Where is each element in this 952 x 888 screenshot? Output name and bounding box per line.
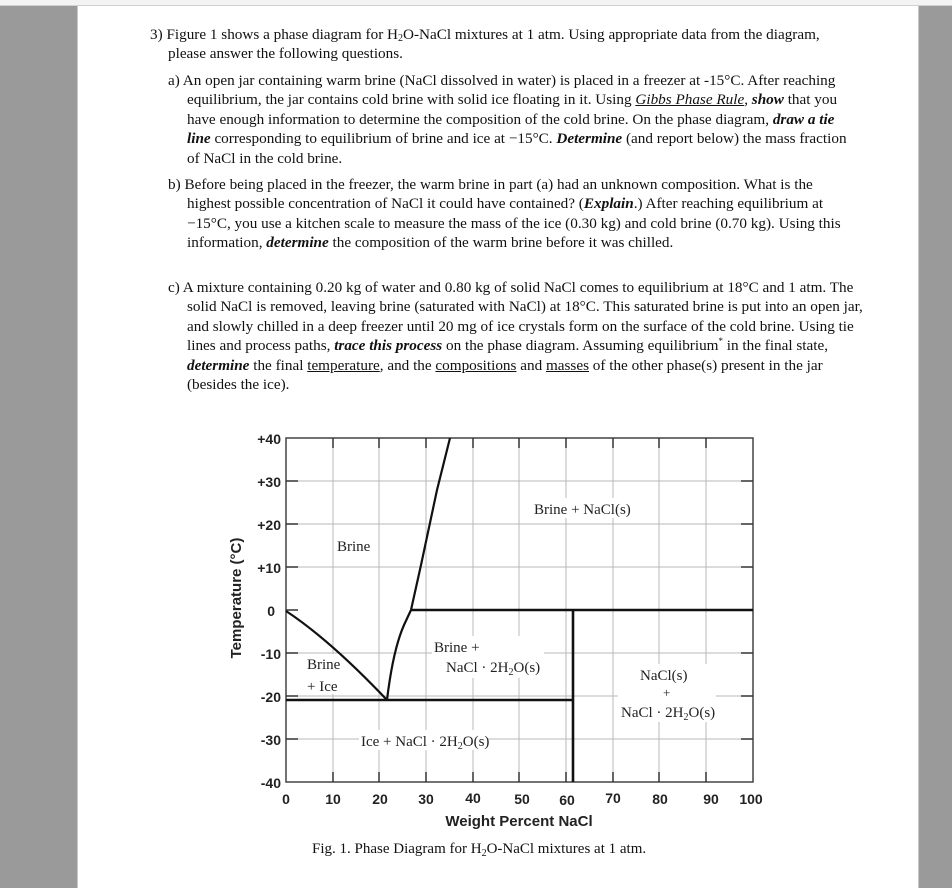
svg-text:+20: +20 bbox=[257, 517, 281, 533]
region-labels bbox=[307, 502, 715, 752]
svg-text:20: 20 bbox=[372, 791, 388, 807]
svg-text:-20: -20 bbox=[260, 689, 281, 705]
region-brine-nacl: Brine + NaCl(s) bbox=[534, 502, 631, 518]
part-label: c) bbox=[168, 279, 180, 296]
svg-text:70: 70 bbox=[605, 790, 621, 806]
svg-text:30: 30 bbox=[418, 791, 434, 807]
figure-caption: Fig. 1. Phase Diagram for $H_2O$-NaCl mixtures at 1 atm. bbox=[312, 841, 647, 859]
svg-text:60: 60 bbox=[559, 792, 575, 808]
svg-text:0: 0 bbox=[267, 603, 275, 619]
region-brine: Brine bbox=[337, 539, 371, 555]
question-3-intro: 3) Figure 1 shows a phase diagram for $H_2O$-NaCl mixtures at 1 atm. Using appropriate data from the diagram, please answer the following questions. bbox=[150, 26, 820, 63]
part-label: b) bbox=[168, 176, 181, 193]
svg-text:-30: -30 bbox=[260, 732, 281, 748]
part-label: a) bbox=[168, 72, 180, 89]
region-brine-dihydrate-l1: Brine + bbox=[434, 640, 480, 656]
gibbs-phase-rule-text: Gibbs Phase Rule bbox=[635, 91, 745, 109]
svg-text:-40: -40 bbox=[260, 775, 281, 791]
svg-text:50: 50 bbox=[514, 791, 530, 807]
question-number: 3) bbox=[150, 26, 163, 43]
dihydrate-solubility-curve bbox=[387, 610, 411, 700]
region-brine-ice-l1: Brine bbox=[307, 657, 341, 673]
y-axis-label: Temperature (°C) bbox=[228, 537, 245, 659]
region-brine-dihydrate-l2: NaCl · $2H_2O(s)$ bbox=[446, 660, 541, 678]
svg-text:+10: +10 bbox=[257, 560, 281, 576]
question-part-a: a) An open jar containing warm brine (NaCl dissolved in water) is placed in a freezer at -15°C. After reaching equilibrium, the jar contains cold brine with solid ice floating in it. Using Gibbs Phase Rule, show that you have enough information to determine the composition of the cold brine. On the phase diagram, draw a tie line corresponding to equilibrium of brine and ice at −15°C. Determine (and report below) the mass fraction of NaCl in the cold brine. bbox=[168, 72, 847, 167]
y-tick-labels bbox=[257, 431, 281, 791]
x-axis-label: Weight Percent NaCl bbox=[445, 813, 593, 830]
svg-text:90: 90 bbox=[703, 791, 719, 807]
question-part-b: b) Before being placed in the freezer, the warm brine in part (a) had an unknown composition. What is the highest possible concentration of NaCl it could have contained? (Explain.) After reaching equilibrium at −15°C, you use a kitchen scale to measure the mass of the ice (0.30 kg) and cold brine (0.70 kg). Using this information, determine the composition of the warm brine before it was chilled. bbox=[168, 176, 841, 252]
svg-text:40: 40 bbox=[465, 790, 481, 806]
region-ice-dihydrate: Ice + NaCl · $2H_2O(s)$ bbox=[361, 734, 490, 752]
x-tick-labels bbox=[282, 790, 763, 808]
svg-text:0: 0 bbox=[282, 791, 290, 807]
region-solid-l1: NaCl(s) bbox=[640, 668, 688, 684]
svg-text:+40: +40 bbox=[257, 431, 281, 447]
svg-text:+30: +30 bbox=[257, 474, 281, 490]
svg-text:-10: -10 bbox=[260, 646, 281, 662]
region-solid-l3: NaCl · $2H_2O(s)$ bbox=[621, 705, 716, 723]
svg-text:80: 80 bbox=[652, 791, 668, 807]
question-part-c: c) A mixture containing 0.20 kg of water and 0.80 kg of solid NaCl comes to equilibrium at 18°C and 1 atm. The solid NaCl is removed, leaving brine (saturated with NaCl) at 18°C. This saturated brine is put into an open jar, and slowly chilled in a deep freezer until 20 mg of ice crystals form on the surface of the cold brine. Using tie lines and process paths, trace this process on the phase diagram. Assuming equilibrium* in the final state, determine the final temperature, and the compositions and masses of the other phase(s) present in the jar (besides the ice). bbox=[168, 279, 863, 394]
region-solid-l2: + bbox=[663, 685, 671, 700]
region-brine-ice-l2: + Ice bbox=[307, 679, 338, 695]
svg-text:10: 10 bbox=[325, 791, 341, 807]
svg-text:100: 100 bbox=[739, 791, 763, 807]
